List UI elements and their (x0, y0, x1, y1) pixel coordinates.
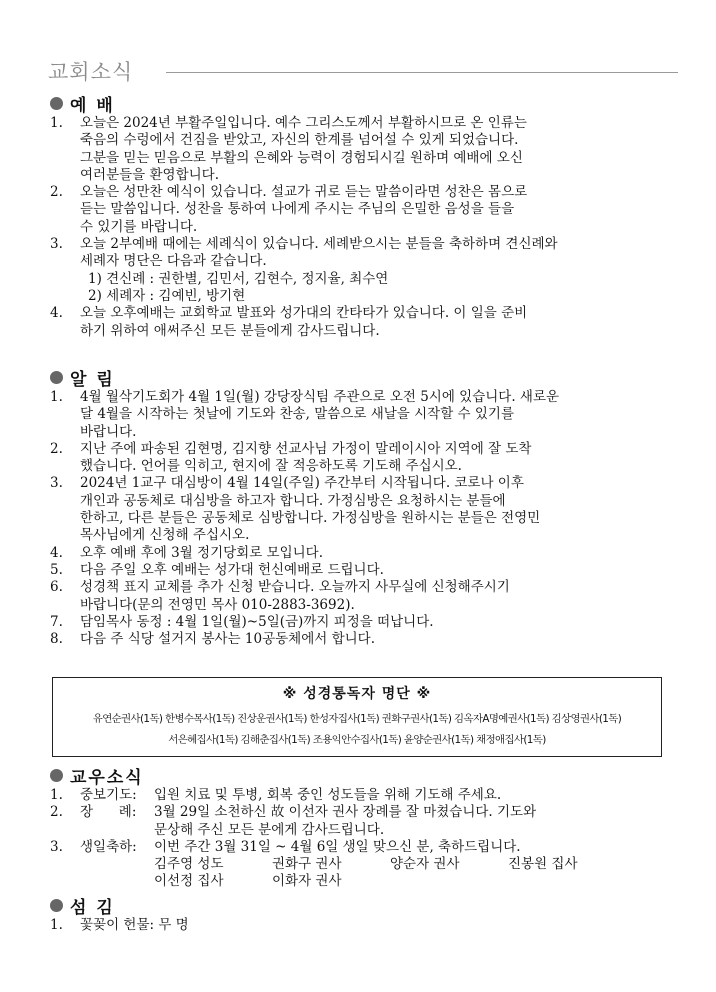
birthday-name: 이선정 집사 (154, 873, 224, 890)
section-heading (48, 894, 663, 916)
list-item: 4. 오늘 오후예배는 교회학교 발표와 성가대의 칸타타가 있습니다. 이 일을 준비 하기 위하여 애써주신 모든 분들에게 감사드립니다. (50, 305, 528, 339)
circle-bullet-icon (50, 371, 63, 384)
item-value: 문상해 주신 모든 분에게 감사드립니다. (154, 821, 385, 838)
bible-readers-line: 서은혜집사(1독) 김해춘집사(1독) 조용익안수집사(1독) 윤양순권사(1독) 채정애집사(1독) (168, 734, 546, 746)
item-value: 입원 치료 및 투병, 회복 중인 성도들을 위해 기도해 주세요. (154, 787, 502, 803)
list-item: 3. 2024년 1교구 대심방이 4월 14일(주일) 주간부터 시작됩니다. 코로나 이후 개인과 공동체로 대심방을 하고자 합니다. 가정심방은 요청하시는 분들에 한하고, 다른 분들은 공동체로 심방합니다. 가정심방을 원하시는 분들은 전영민 목사님에게 신청해 주십시오. (50, 475, 541, 544)
birthday-name: 진봉원 집사 (508, 856, 578, 873)
circle-bullet-icon (50, 769, 63, 782)
list-item: 7. 담임목사 동정 : 4월 1일(월)~5일(금)까지 피정을 떠납니다. (50, 613, 434, 630)
bible-readers-line: 유연순권사(1독) 한병수목사(1독) 진상운권사(1독) 한성자집사(1독) 권화구권사(1독) 김옥자A명예권사(1독) 김상영권사(1독) (92, 713, 622, 725)
section-heading (48, 92, 663, 114)
birthday-name: 권화구 권사 (272, 856, 342, 873)
service-section (48, 894, 663, 934)
birthday-name: 김주영 성도 (154, 856, 224, 873)
list-item: 2. 오늘은 성만찬 예식이 있습니다. 설교가 귀로 듣는 말씀이라면 성찬은 몸으로 듣는 말씀입니다. 성찬을 통하여 나에게 주시는 주님의 은밀한 음성을 들을 수 있기를 바랍니다. (50, 184, 528, 235)
list-item: 1. 오늘은 2024년 부활주일입니다. 예수 그리스도께서 부활하시므로 온 인류는 죽음의 수렁에서 건짐을 받았고, 자신의 한계를 넘어설 수 있게 되었습니다. 그분을 믿는 믿음으로 부활의 은혜와 능력이 경험되시길 원하며 예배에 오신 여러분들을 환영합니다. (50, 115, 527, 183)
list-item: 1. 4월 월삭기도회가 4월 1일(월) 강당장식팀 주관으로 오전 5시에 있습니다. 새로운 달 4월을 시작하는 첫날에 기도와 찬송, 말씀으로 새날을 시작할 수 있기를 바랍니다. (50, 389, 560, 440)
list-item: 1. 꽃꽂이 헌물: 무 명 (50, 917, 189, 933)
birthday-names (154, 856, 663, 873)
section-title: 예 배 (70, 95, 115, 116)
notices-section (48, 366, 663, 648)
birthday-name: 양순자 권사 (390, 856, 460, 873)
list-item: 5. 다음 주일 오후 예배는 성가대 헌신예배로 드립니다. (50, 561, 384, 578)
members-section (48, 764, 663, 891)
bible-readers-title: ※ 성경통독자 명단 ※ (282, 686, 432, 702)
page-header (48, 56, 678, 86)
page-title: 교회소식 (48, 60, 134, 84)
title-divider (166, 72, 678, 73)
list-item: 3. 생일축하: 이번 주간 3월 31일 ~ 4월 6일 생일 맞으신 분, 축하드립니다. 김주영 성도 권화구 권사 양순자 권사 진봉원 집사 이선정 집사 이화자 권사 (48, 839, 663, 891)
circle-bullet-icon (50, 97, 63, 110)
worship-section (48, 92, 663, 340)
list-item: 1. 중보기도: 입원 치료 및 투병, 회복 중인 성도들을 위해 기도해 주세요. (48, 787, 663, 804)
list-item: 4. 오후 예배 후에 3월 정기당회로 모입니다. (50, 544, 323, 561)
section-heading (48, 764, 663, 786)
item-value: 3월 29일 소천하신 故 이선자 권사 장례를 잘 마쳤습니다. 기도와 (154, 804, 537, 821)
section-title: 교우소식 (70, 767, 144, 788)
section-heading (48, 366, 663, 388)
list-item: 8. 다음 주 식당 설거지 봉사는 10공동체에서 합니다. (50, 631, 375, 648)
birthday-names (154, 873, 663, 890)
list-item: 2. 장 례: 3월 29일 소천하신 故 이선자 권사 장례를 잘 마쳤습니다. 기도와 문상해 주신 모든 분에게 감사드립니다. (48, 804, 663, 839)
birthday-name: 이화자 권사 (272, 873, 342, 890)
section-title: 알 림 (70, 369, 115, 390)
item-key: 생일축하: (80, 838, 137, 855)
list-item: 2. 지난 주에 파송된 김현명, 김지향 선교사님 가정이 말레이시아 지역에 잘 도착 했습니다. 언어를 익히고, 현지에 잘 적응하도록 기도해 주십시오. (50, 440, 532, 475)
item-key: 장 례: (80, 804, 137, 821)
sub-item: 1) 견신례 : 권한별, 김민서, 김현수, 정지율, 최수연 (88, 270, 389, 287)
item-value: 이번 주간 3월 31일 ~ 4월 6일 생일 맞으신 분, 축하드립니다. (154, 838, 521, 855)
list-item: 3. 오늘 2부예배 때에는 세례식이 있습니다. 세례받으시는 분들을 축하하며 견신례와 세례자 명단은 다음과 같습니다. 1) 견신례 : 권한별, 김민서, 김현수, 정지율, 최수연 2) 세례자 : 김예빈, 방기현 (48, 236, 663, 305)
list-item: 6. 성경책 표지 교체를 추가 신청 받습니다. 오늘까지 사무실에 신청해주시기 바랍니다(문의 전영민 목사 010-2883-3692). (50, 579, 510, 613)
item-key: 중보기도: (80, 787, 137, 803)
section-title: 섬 김 (70, 897, 115, 918)
bible-readers-box (52, 677, 662, 757)
circle-bullet-icon (50, 899, 63, 912)
sub-item: 2) 세례자 : 김예빈, 방기현 (88, 287, 246, 304)
